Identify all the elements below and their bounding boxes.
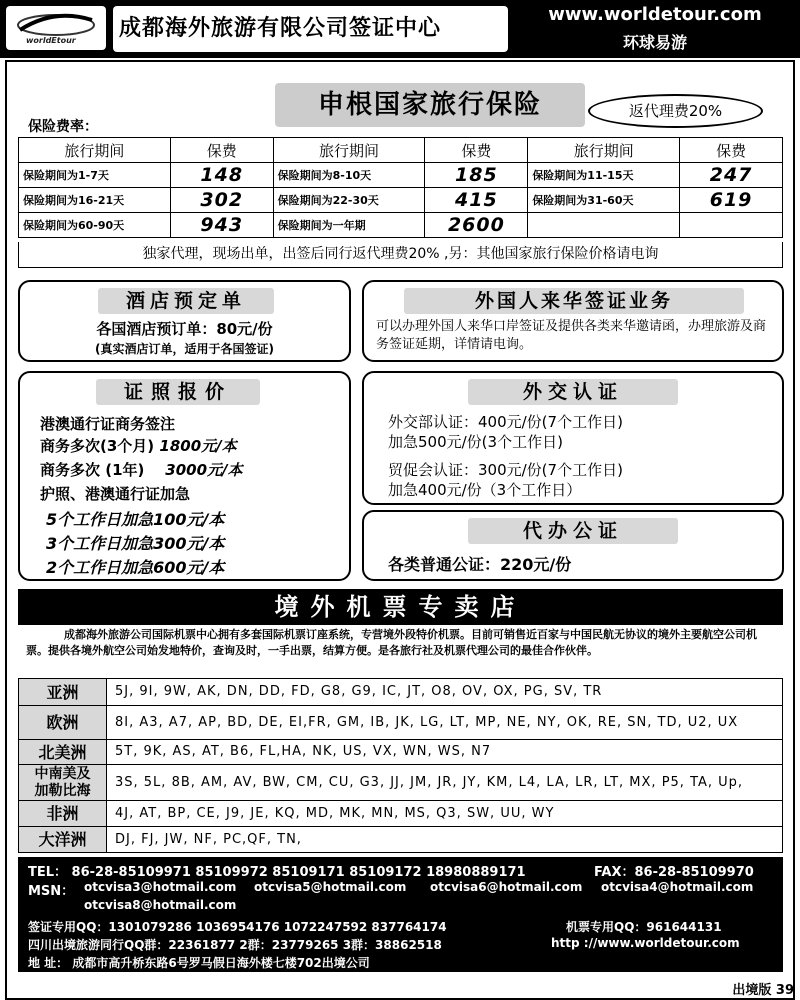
fee-cell: 302	[170, 188, 273, 213]
fee-cell: 415	[425, 188, 528, 213]
region-label: 欧洲	[19, 706, 107, 740]
table-header-row	[19, 138, 783, 163]
table-row	[19, 740, 783, 765]
msn-account: otcvisa3@hotmail.com	[84, 880, 237, 894]
insurance-note: 独家代理，现场出单，出签后同行返代理费20% ,另：其他国家旅行保险价格请电询	[18, 242, 783, 268]
docs-line: 2个工作日加急600元/本	[46, 558, 225, 577]
notary-text: 各类普通公证：220元/份	[388, 555, 572, 574]
page-number: 出境版 39	[732, 983, 794, 998]
hotel-price: 各国酒店预订单：80元/份	[96, 320, 273, 338]
diplo-title: 外交认证	[468, 379, 678, 405]
table-row	[19, 827, 783, 853]
foreign-visa-title: 外国人来华签证业务	[404, 288, 744, 314]
airline-codes: 8I, A3, A7, AP, BD, DE, EI,FR, GM, IB, JK, LG, LT, MP, NE, NY, OK, RE, SN, TD, U2, UX	[107, 706, 783, 740]
col-fee: 保费	[425, 138, 528, 163]
qq-group-line: 四川出境旅游同行QQ群：22361877 2群：23779265 3群：38862518	[28, 938, 442, 952]
fee-cell: 247	[680, 163, 783, 188]
hotel-title: 酒店预定单	[98, 288, 274, 314]
qq-ticket-line: 机票专用QQ：961644131	[566, 920, 722, 934]
fee-cell	[680, 213, 783, 238]
table-row	[19, 679, 783, 706]
period-cell: 保险期间为16-21天	[19, 188, 171, 213]
fee-cell: 148	[170, 163, 273, 188]
airline-codes: 5T, 9K, AS, AT, B6, FL,HA, NK, US, VX, WN, WS, N7	[107, 740, 783, 765]
docs-price: 3000元/本	[165, 461, 243, 479]
diplo-line: 外交部认证：400元/份(7个工作日)	[388, 413, 623, 431]
col-period: 旅行期间	[19, 138, 171, 163]
period-cell: 保险期间为11-15天	[528, 163, 680, 188]
rate-label: 保险费率：	[28, 119, 98, 135]
region-label: 大洋洲	[19, 827, 107, 853]
docs-label: 商务多次(3个月)	[40, 437, 155, 455]
docs-line: 5个工作日加急100元/本	[46, 510, 225, 529]
company-name: 成都海外旅游有限公司签证中心	[113, 6, 508, 52]
period-cell	[528, 213, 680, 238]
airline-title: 境外机票专卖店	[18, 589, 783, 625]
msn-account: otcvisa6@hotmail.com	[430, 880, 583, 894]
notary-box	[362, 510, 784, 581]
fee-cell: 943	[170, 213, 273, 238]
hotel-note: (真实酒店订单，适用于各国签证)	[95, 342, 274, 356]
period-cell: 保险期间为1-7天	[19, 163, 171, 188]
docs-sub-hk-macau: 港澳通行证商务签注	[40, 415, 176, 433]
brand-name: 环球易游	[622, 33, 687, 52]
table-row	[19, 188, 783, 213]
qq-visa-line: 签证专用QQ：1301079286 1036954176 1072247592 837764174	[28, 920, 447, 934]
insurance-table	[18, 137, 783, 238]
period-cell: 保险期间为8-10天	[273, 163, 425, 188]
website: www.worldetour.com	[548, 4, 762, 25]
diplo-line: 加急400元/份（3个工作日）	[388, 481, 582, 499]
table-row	[19, 706, 783, 740]
col-fee: 保费	[170, 138, 273, 163]
airline-codes: DJ, FJ, JW, NF, PC,QF, TN,	[107, 827, 783, 853]
col-fee: 保费	[680, 138, 783, 163]
col-period: 旅行期间	[273, 138, 425, 163]
region-label: 中南美及加勒比海	[19, 765, 107, 801]
region-label: 亚洲	[19, 679, 107, 706]
fee-cell: 2600	[425, 213, 528, 238]
table-row	[19, 213, 783, 238]
logo-text: worldEtour	[26, 36, 76, 45]
diplo-line: 加急500元/份(3个工作日)	[388, 433, 563, 451]
rebate-badge: 返代理费20%	[588, 94, 763, 128]
period-cell: 保险期间为一年期	[273, 213, 425, 238]
docs-title: 证照报价	[96, 379, 260, 405]
docs-line: 3个工作日加急300元/本	[46, 534, 225, 553]
msn-label: MSN：	[28, 884, 75, 899]
table-row	[19, 765, 783, 801]
docs-price: 1800元/本	[159, 437, 237, 455]
fax-line: FAX：86-28-85109970	[594, 865, 754, 880]
docs-box	[18, 371, 351, 581]
diplo-box	[362, 371, 784, 505]
region-label: 非洲	[19, 801, 107, 827]
period-cell: 保险期间为22-30天	[273, 188, 425, 213]
docs-label: 商务多次 (1年)	[40, 461, 145, 479]
period-cell: 保险期间为31-60天	[528, 188, 680, 213]
docs-line	[40, 459, 243, 480]
airline-codes: 3S, 5L, 8B, AM, AV, BW, CM, CU, G3, JJ, JM, JR, JY, KM, L4, LA, LR, LT, MX, P5, TA, Up,	[107, 765, 783, 801]
region-label: 北美洲	[19, 740, 107, 765]
airline-codes: 4J, AT, BP, CE, J9, JE, KQ, MD, MK, MN, MS, Q3, SW, UU, WY	[107, 801, 783, 827]
diplo-line: 贸促会认证：300元/份(7个工作日)	[388, 461, 623, 479]
foreign-visa-text: 可以办理外国人来华口岸签证及提供各类来华邀请函，办理旅游及商务签证延期，详情请电询。	[376, 319, 767, 352]
hotel-box	[18, 280, 351, 362]
airline-codes: 5J, 9I, 9W, AK, DN, DD, FD, G8, G9, IC, JT, O8, OV, OX, PG, SV, TR	[107, 679, 783, 706]
tel-line: TEL： 86-28-85109971 85109972 85109171 85109172 18980889171	[28, 865, 526, 880]
period-cell: 保险期间为60-90天	[19, 213, 171, 238]
docs-line	[40, 435, 237, 456]
msn-account: otcvisa4@hotmail.com	[601, 880, 754, 894]
docs-sub-expedite: 护照、港澳通行证加急	[40, 485, 191, 503]
website-link[interactable]: http ://www.worldetour.com	[551, 936, 740, 950]
fee-cell: 185	[425, 163, 528, 188]
contact-block	[18, 857, 783, 972]
address-line: 地 址： 成都市高升桥东路6号罗马假日海外楼七楼702出境公司	[28, 956, 370, 970]
airline-table	[18, 678, 783, 853]
insurance-title: 申根国家旅行保险	[275, 83, 585, 127]
swoosh-icon	[14, 12, 98, 38]
table-row	[19, 163, 783, 188]
col-period: 旅行期间	[528, 138, 680, 163]
foreign-visa-box	[362, 280, 784, 362]
company-logo	[6, 6, 106, 50]
fee-cell: 619	[680, 188, 783, 213]
msn-account: otcvisa5@hotmail.com	[254, 880, 407, 894]
notary-title: 代办公证	[468, 518, 678, 544]
airline-intro: 成都海外旅游公司国际机票中心拥有多套国际机票订座系统，专营境外段特价机票。目前可销售近百家与中国民航无协议的境外主要航空公司机票。提供各境外航空公司始发地特价，查询及时，一手出票，结算方便。是各旅行社及机票代理公司的最佳合作伙伴。	[26, 628, 757, 657]
msn-account: otcvisa8@hotmail.com	[84, 898, 237, 912]
table-row	[19, 801, 783, 827]
